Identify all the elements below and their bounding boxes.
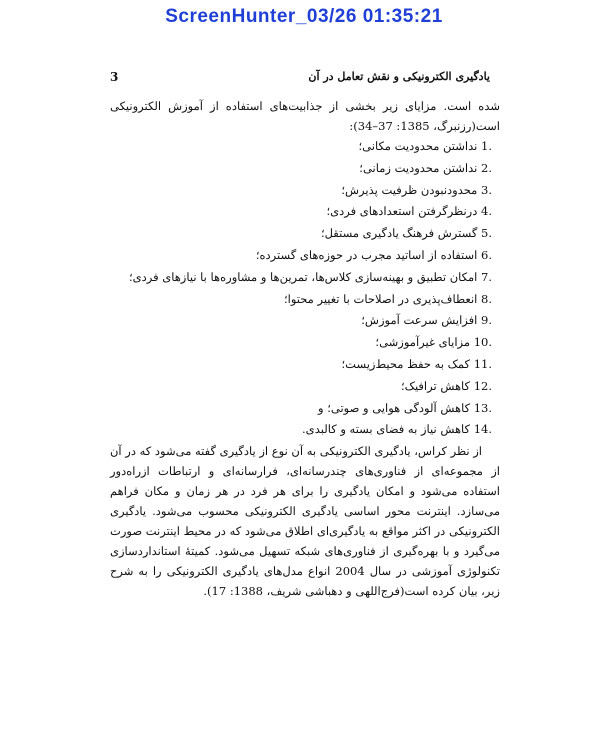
list-item-number: 8. — [481, 291, 492, 306]
list-item-number: 3. — [481, 182, 492, 197]
list-item — [110, 136, 500, 158]
list-item-number: 4. — [481, 204, 492, 219]
list-item-text: درنظرگرفتن استعدادهای فردی؛ — [326, 204, 478, 219]
list-item — [110, 180, 500, 202]
list-item-text: انعطاف‌پذیری در اصلاحات با تغییر محتوا؛ — [283, 291, 478, 306]
list-item — [110, 310, 500, 332]
list-item — [110, 354, 500, 376]
list-item-number: 13. — [473, 400, 492, 415]
screenhunter-watermark: ScreenHunter_03/26 01:35:21 — [165, 6, 443, 27]
list-item — [110, 245, 500, 267]
list-item-text: افزایش سرعت آموزش؛ — [361, 313, 478, 328]
running-title: یادگیری الکترونیکی و نقش تعامل در آن — [308, 70, 490, 83]
list-item-text: کاهش نیاز به فضای بسته و کالبدی. — [302, 422, 471, 437]
list-item-number: 1. — [481, 139, 492, 153]
page-header — [110, 70, 490, 90]
list-item-number: 6. — [481, 247, 492, 262]
list-item-number: 10. — [473, 335, 492, 350]
list-item-number: 12. — [473, 378, 492, 393]
list-item — [110, 267, 500, 289]
list-item-text: کاهش ترافیک؛ — [401, 378, 471, 393]
page-number: 3 — [110, 70, 119, 84]
list-item — [110, 419, 500, 441]
list-item-number: 5. — [481, 226, 492, 241]
page-body — [110, 96, 500, 601]
list-item — [110, 201, 500, 223]
list-item — [110, 398, 500, 420]
list-item — [110, 158, 500, 180]
list-item — [110, 332, 500, 354]
list-item-number: 2. — [481, 160, 492, 175]
list-item-text: نداشتن محدودیت زمانی؛ — [359, 160, 478, 175]
intro-paragraph: شده است. مزایای زیر بخشی از جذابیت‌های استفاده از آموزش الکترونیکی است(رزنبرگ، 1385: 37–34): — [110, 99, 500, 133]
list-item-number: 14. — [473, 422, 492, 437]
list-item-number: 11. — [473, 356, 492, 371]
list-item-text: کمک به حفظ محیط‌زیست؛ — [341, 356, 471, 371]
list-item-text: کاهش آلودگی هوایی و صوتی؛ و — [318, 400, 471, 415]
list-item-text: استفاده از اساتید مجرب در حوزه‌های گسترده؛ — [255, 247, 478, 262]
list-item-text: محدودنبودن ظرفیت پذیرش؛ — [341, 182, 478, 197]
list-item-text: نداشتن محدودیت مکانی؛ — [358, 139, 478, 153]
list-item-number: 7. — [481, 269, 492, 284]
list-item-text: مزایای غیرآموزشی؛ — [375, 335, 471, 350]
list-item-text: امکان تطبیق و بهینه‌سازی کلاس‌ها، تمرین‌ها و مشاوره‌ها با نیازهای فردی؛ — [128, 269, 478, 284]
list-item-text: گسترش فرهنگ یادگیری مستقل؛ — [320, 226, 478, 241]
list-item — [110, 376, 500, 398]
list-item-number: 9. — [481, 313, 492, 328]
list-item — [110, 289, 500, 311]
list-item — [110, 223, 500, 245]
advantages-list — [110, 136, 500, 441]
body-paragraph: از نظر کراس، یادگیری الکترونیکی به آن نوع از یادگیری گفته می‌شود که در آن از مجموعه‌ای از فناوری‌های چندرسانه‌ای، فرارسانه‌ای و ارتباطات ازراه‌دور استفاده می‌شود و امکان یادگیری را برای هر فرد در هر زمان و مکان فراهم می‌سازد. اینترنت محور اساسی یادگیری الکترونیکی محسوب می‌شود. یادگیری الکترونیکی در اکثر مواقع به یادگیری‌ای اطلاق می‌شود که در محیط اینترنت صورت می‌گیرد و با بهره‌گیری از فناوری‌های شبکه تسهیل می‌شود. کمیتهٔ استانداردسازی تکنولوژی آموزشی در سال 2004 انواع مدل‌های یادگیری الکترونیکی را به شرح زیر، بیان کرده است(فرج‌اللهی و دهباشی شریف، 1388: 17). — [109, 444, 500, 599]
